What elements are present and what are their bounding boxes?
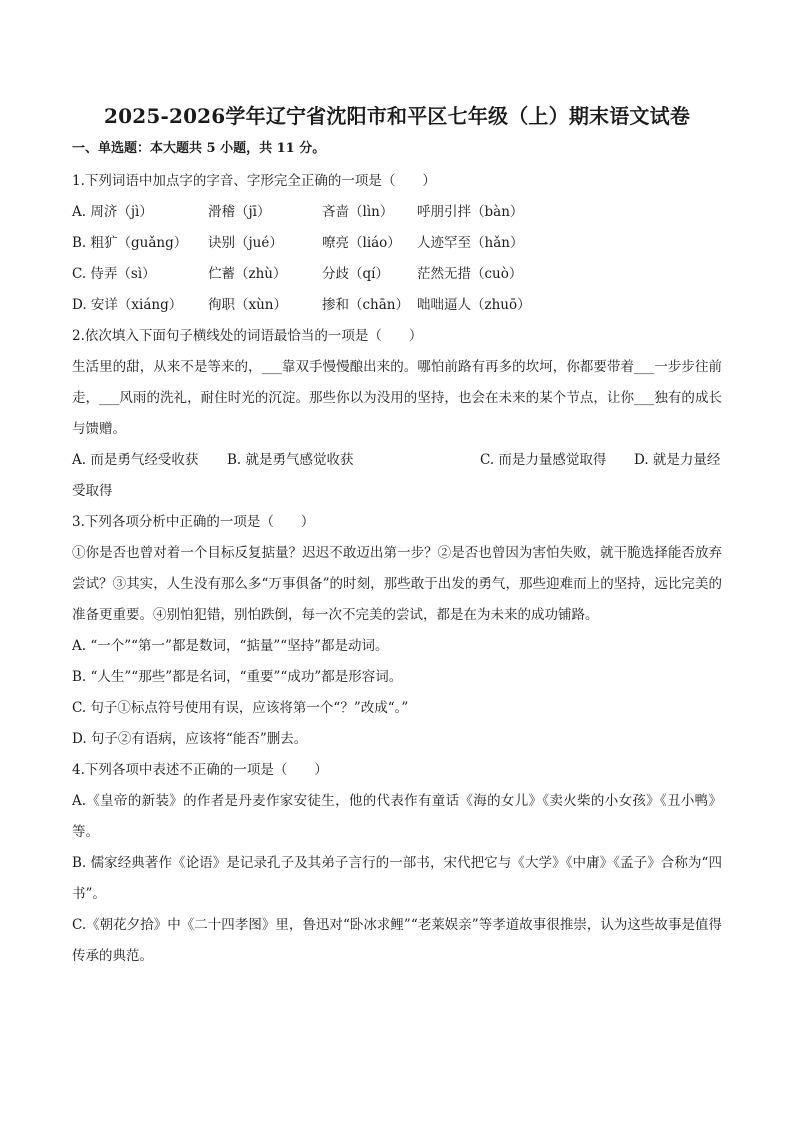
option-item: 茫然无措（cuò）: [417, 266, 523, 282]
option-a: A. 而是勇气经受收获: [72, 452, 199, 468]
option-item: 吝啬（lìn）: [322, 204, 394, 220]
option-item: 分歧（qí）: [322, 266, 389, 282]
question-1-option-a: [72, 197, 722, 228]
question-4-option-c: C.《朝花夕拾》中《二十四孝图》里，鲁迅对“卧冰求鲤”“老莱娱亲”等孝道故事很推崇，认为这些故事是值得传承的典范。: [72, 917, 722, 964]
question-3-stem: 3.下列各项分析中正确的一项是（ ）: [72, 514, 315, 530]
option-item: 嘹亮（liáo）: [322, 235, 401, 251]
question-3: [72, 507, 722, 755]
option-c: C. 而是力量感觉取得: [480, 452, 607, 468]
option-b: B. 就是勇气感觉收获: [227, 452, 354, 468]
question-2-stem: 2.依次填入下面句子横线处的词语最恰当的一项是（ ）: [72, 328, 423, 344]
question-1-option-c: [72, 259, 722, 290]
option-item: B. 粗犷（guǎng）: [72, 235, 188, 251]
page-title: 2025-2026学年辽宁省沈阳市和平区七年级（上）期末语文试卷: [103, 104, 691, 128]
option-item: 伫蓄（zhù）: [208, 266, 287, 282]
question-2: [72, 321, 722, 507]
question-1-option-d: [72, 290, 722, 321]
option-d: D. 就是力量经: [634, 452, 721, 468]
question-4-stem: 4.下列各项中表述不正确的一项是（ ）: [72, 762, 328, 778]
option-item: 徇职（xùn）: [208, 297, 288, 313]
option-item: 滑稽（jī）: [208, 204, 271, 220]
question-3-option-d: D. 句子②有语病，应该将“能否”删去。: [72, 731, 308, 747]
question-2-passage: 生活里的甜，从来不是等来的，___靠双手慢慢酿出来的。哪怕前路有再多的坎坷，你都要带着___一步步往前走，___风雨的洗礼，耐住时光的沉淀。那些你以为没用的坚持，也会在未来的某个节点，让你___独有的成长与馈赠。: [72, 359, 722, 437]
question-4-option-b: B. 儒家经典著作《论语》是记录孔子及其弟子言行的一部书，宋代把它与《大学》《中庸》《孟子》合称为“四书”。: [72, 855, 722, 902]
question-2-options: [72, 445, 722, 476]
option-item: 呼朋引拌（bàn）: [417, 204, 524, 220]
question-1-stem: 1.下列词语中加点字的字音、字形完全正确的一项是（ ）: [72, 173, 436, 189]
exam-page: [72, 100, 722, 972]
question-3-option-c: C. 句子①标点符号使用有误，应该将第一个“？”改成“。”: [72, 700, 409, 716]
option-item: A. 周济（jì）: [72, 204, 153, 220]
question-4: [72, 755, 722, 972]
section-heading: 一、单选题：本大题共 5 小题，共 11 分。: [72, 141, 326, 156]
option-d-wrap: 受取得: [72, 483, 113, 499]
option-item: D. 安详（xiáng）: [72, 297, 183, 313]
question-3-option-a: A. “一个”“第一”都是数词，“掂量”“坚持”都是动词。: [72, 638, 389, 654]
question-3-passage: ①你是否也曾对着一个目标反复掂量？迟迟不敢迈出第一步？②是否也曾因为害怕失败，就干脆选择能否放弃尝试？③其实，人生没有那么多“万事俱备”的时刻，那些敢于出发的勇气，那些迎难而上的坚持，远比完美的准备更重要。④别怕犯错，别怕跌倒，每一次不完美的尝试，都是在为未来的成功铺路。: [72, 545, 722, 623]
option-item: 人迹罕至（hǎn）: [417, 235, 524, 251]
option-item: 咄咄逼人（zhuō）: [417, 297, 531, 313]
option-item: C. 侍弄（sì）: [72, 266, 156, 282]
option-item: 诀别（jué）: [208, 235, 283, 251]
question-1: [72, 166, 722, 321]
question-1-option-b: [72, 228, 722, 259]
question-4-option-a: A.《皇帝的新装》的作者是丹麦作家安徒生，他的代表作有童话《海的女儿》《卖火柴的小女孩》《丑小鸭》等。: [72, 793, 722, 840]
question-3-option-b: B. “人生”“那些”都是名词，“重要”“成功”都是形容词。: [72, 669, 403, 685]
option-item: 掺和（chān）: [322, 297, 409, 313]
